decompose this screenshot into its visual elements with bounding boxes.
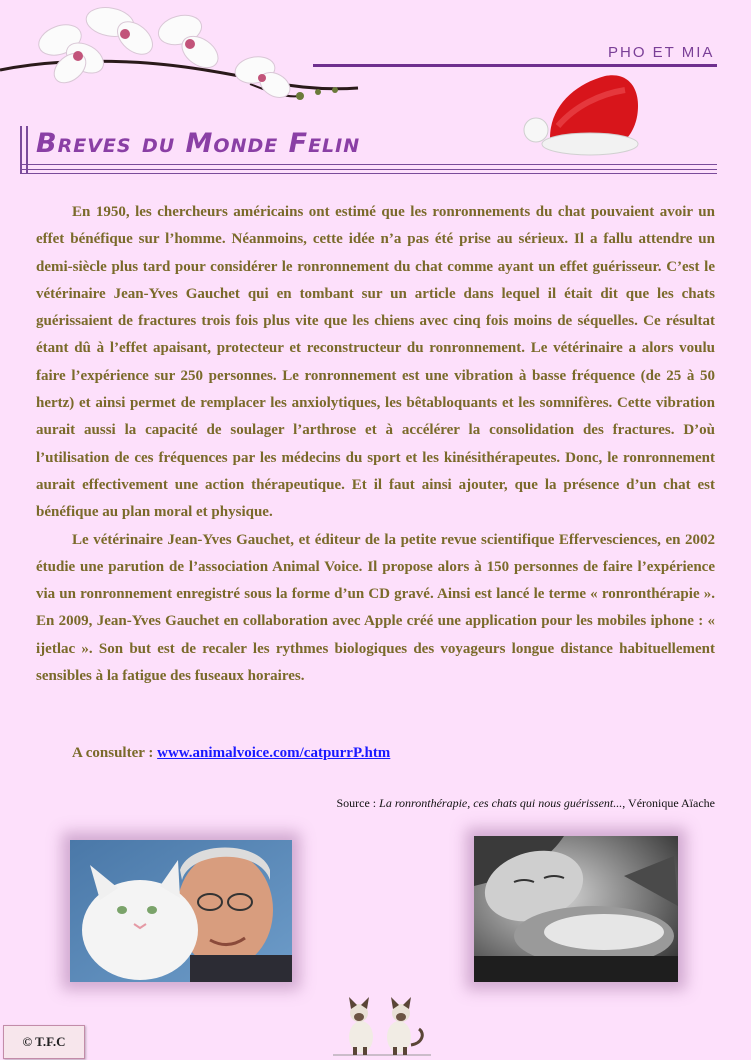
photo-woman-with-cat xyxy=(474,836,678,982)
page-title: Breves du Monde Felin xyxy=(36,128,361,159)
photo-man-with-cat xyxy=(70,840,292,982)
article-body xyxy=(36,199,715,690)
siamese-cats-icon xyxy=(333,995,431,1057)
consult-line xyxy=(72,745,390,762)
article-paragraph: En 1950, les chercheurs américains ont estimé que les ronronnements du chat pouvaient avoir un effet bénéfique sur l’homme. Néanmoins, cette idée n’a pas été prise au sérieux. Il a fallu attendre un demi-siècle plus tard pour considérer le ronronnement du chat comme ayant un effet guérisseur. C’est le vétérinaire Jean-Yves Gauchet qui en tombant sur un article dans lequel il était dit que les chats guérissaient de fractures trois fois plus vite que les chiens avec cinq fois moins de séquelles. Ce résultat étant dû à l’effet apaisant, protecteur et reconstructeur du ronronnement. Le vétérinaire a alors voulu faire l’expérience sur 250 personnes. Le ronronnement est une vibration à basse fréquence (de 25 à 50 hertz) et ainsi permet de remplacer les anxiolytiques, les bêtabloquants et les somnifères. Cette vibration aurait aussi la capacité de soulager l’arthrose et à accélérer la consolidation des fractures. D’où l’utilisation de ces fréquences par les médecins du sport et les kinésithérapeutes. Donc, le ronronnement aurait effectivement une action thérapeutique. Et il faut ainsi ajouter, que la présence d’un chat est bénéfique au plan moral et physique. xyxy=(36,204,715,521)
source-citation xyxy=(336,796,715,811)
consult-link[interactable]: www.animalvoice.com/catpurrP.htm xyxy=(157,745,391,761)
header-divider xyxy=(313,64,717,67)
article-paragraph: Le vétérinaire Jean-Yves Gauchet, et éditeur de la petite revue scientifique Effervesciences, en 2002 étudie une parution de l’association Animal Voice. Il propose alors à 150 personnes de faire l’expérience via un ronronnement enregistré sous la forme d’un CD gravé. Ainsi est lancé le terme « ronronthérapie ». En 2009, Jean-Yves Gauchet en collaboration avec Apple créé une application pour les mobiles iphone : « ijetlac ». Son but est de recaler les rythmes biologiques des voyageurs longue distance habituellement sensibles à la fatigue des fuseaux horaires. xyxy=(36,531,715,685)
consult-label: A consulter : xyxy=(72,745,158,761)
source-author: , Véronique Aïache xyxy=(622,796,715,810)
source-work-title: La ronronthérapie, ces chats qui nous guérissent... xyxy=(379,796,623,810)
copyright-badge: © T.F.C xyxy=(3,1025,85,1059)
source-prefix: Source : xyxy=(336,796,380,810)
brand-label: PHO ET MIA xyxy=(608,44,715,61)
orchid-decoration xyxy=(0,0,360,115)
